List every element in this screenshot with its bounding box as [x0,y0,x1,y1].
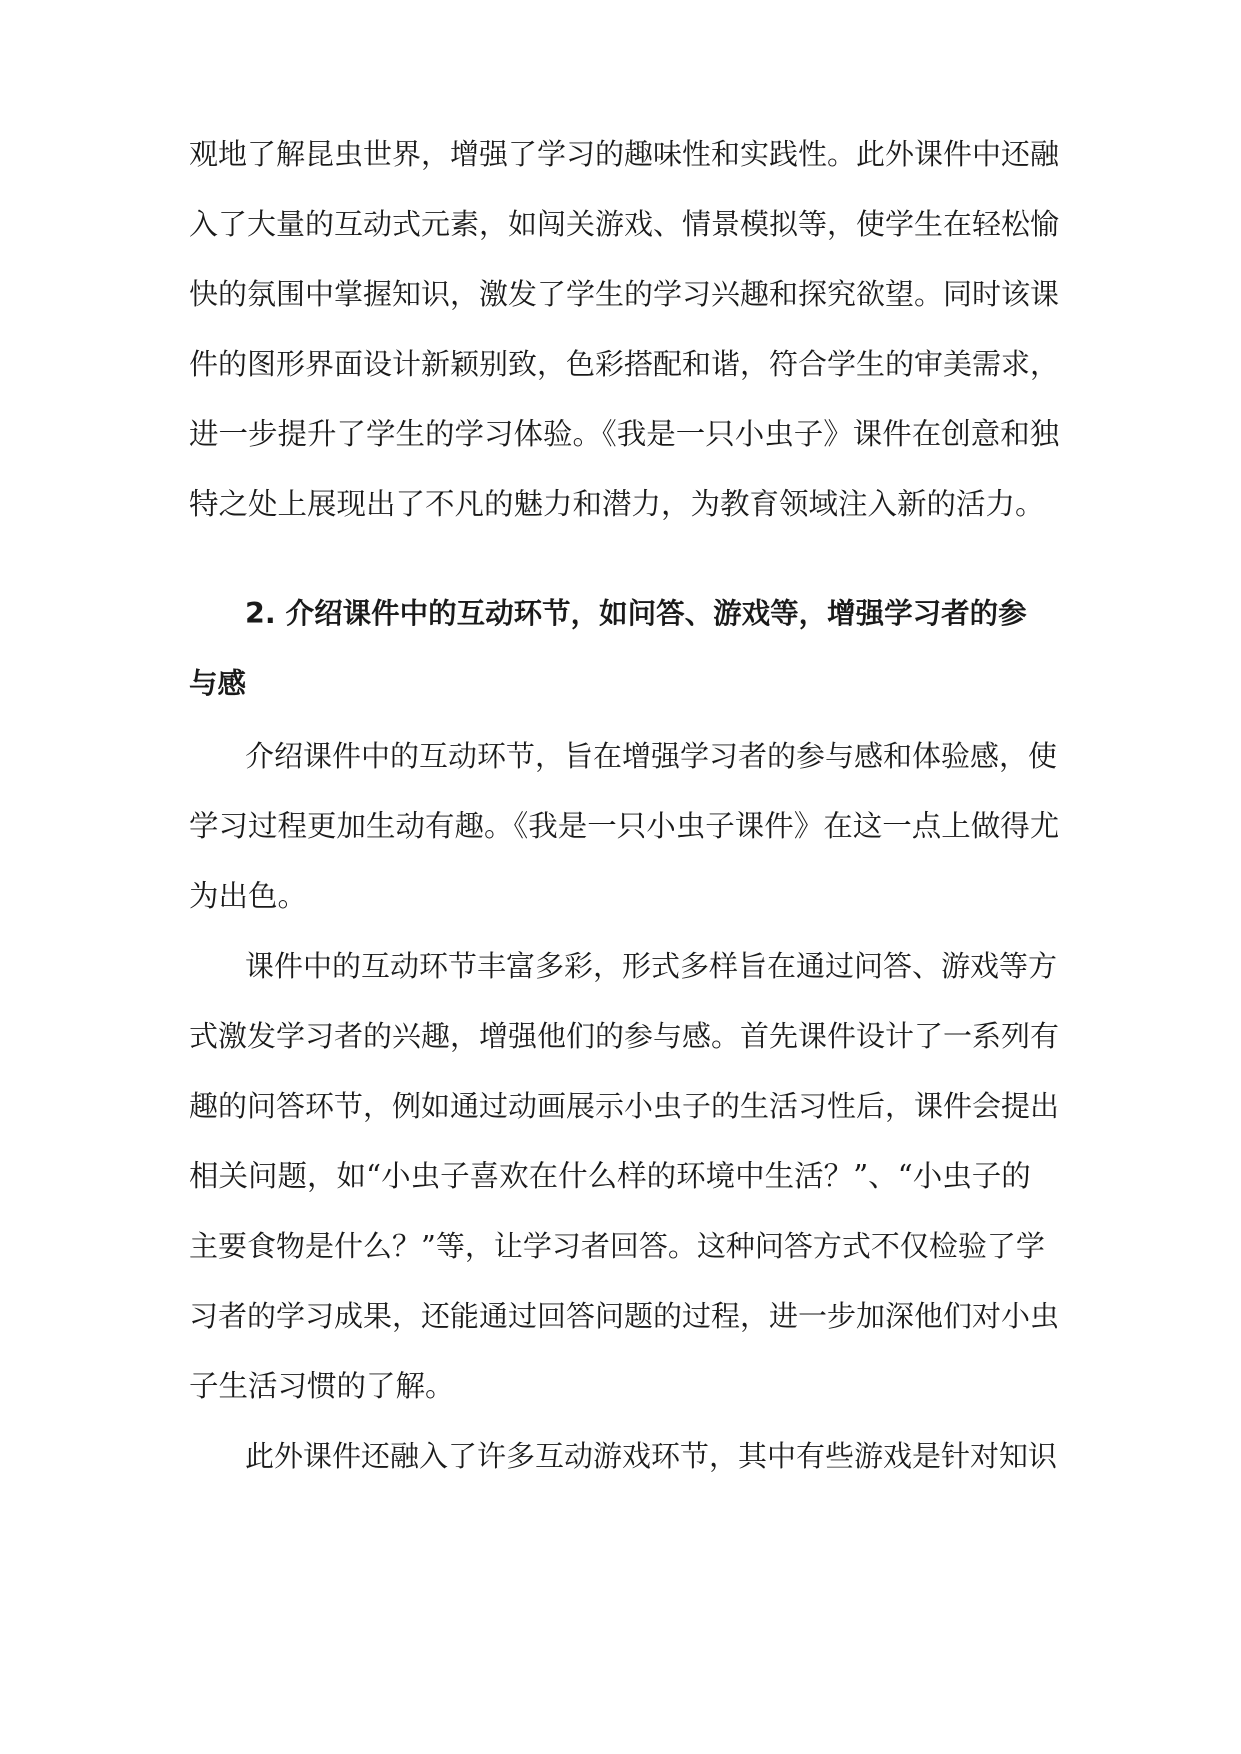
text-line: 入了大量的互动式元素，如闯关游戏、情景模拟等，使学生在轻松愉 [189,207,1060,241]
text-line: 主要食物是什么？”等，让学习者回答。这种问答方式不仅检验了学 [189,1229,1045,1263]
text-line: 为出色。 [189,879,308,913]
text-line: 趣的问答环节，例如通过动画展示小虫子的生活习性后，课件会提出 [189,1089,1060,1123]
text-line: 课件中的互动环节丰富多彩，形式多样旨在通过问答、游戏等方 [245,949,1058,983]
text-line: 件的图形界面设计新颖别致，色彩搭配和谐，符合学生的审美需求， [189,347,1060,381]
text-line: 观地了解昆虫世界，增强了学习的趣味性和实践性。此外课件中还融 [189,137,1060,171]
text-line: 快的氛围中掌握知识，激发了学生的学习兴趣和探究欲望。同时该课 [189,277,1060,311]
text-line: 进一步提升了学生的学习体验。《我是一只小虫子》课件在创意和独 [189,417,1060,451]
text-line: 学习过程更加生动有趣。《我是一只小虫子课件》在这一点上做得尤 [189,809,1060,843]
heading-line: 与感 [189,667,247,700]
text-line: 介绍课件中的互动环节，旨在增强学习者的参与感和体验感，使 [245,739,1058,773]
text-line: 习者的学习成果，还能通过回答问题的过程，进一步加深他们对小虫 [189,1299,1060,1333]
text-line: 此外课件还融入了许多互动游戏环节，其中有些游戏是针对知识 [245,1439,1058,1473]
text-line: 式激发学习者的兴趣，增强他们的参与感。首先课件设计了一系列有 [189,1019,1060,1053]
heading-line: 2. 介绍课件中的互动环节，如问答、游戏等，增强学习者的参 [245,597,1027,630]
text-line: 特之处上展现出了不凡的魅力和潜力，为教育领域注入新的活力。 [189,487,1045,521]
text-line: 相关问题，如“小虫子喜欢在什么样的环境中生活？”、“小虫子的 [189,1159,1031,1193]
text-line: 子生活习惯的了解。 [189,1369,455,1403]
